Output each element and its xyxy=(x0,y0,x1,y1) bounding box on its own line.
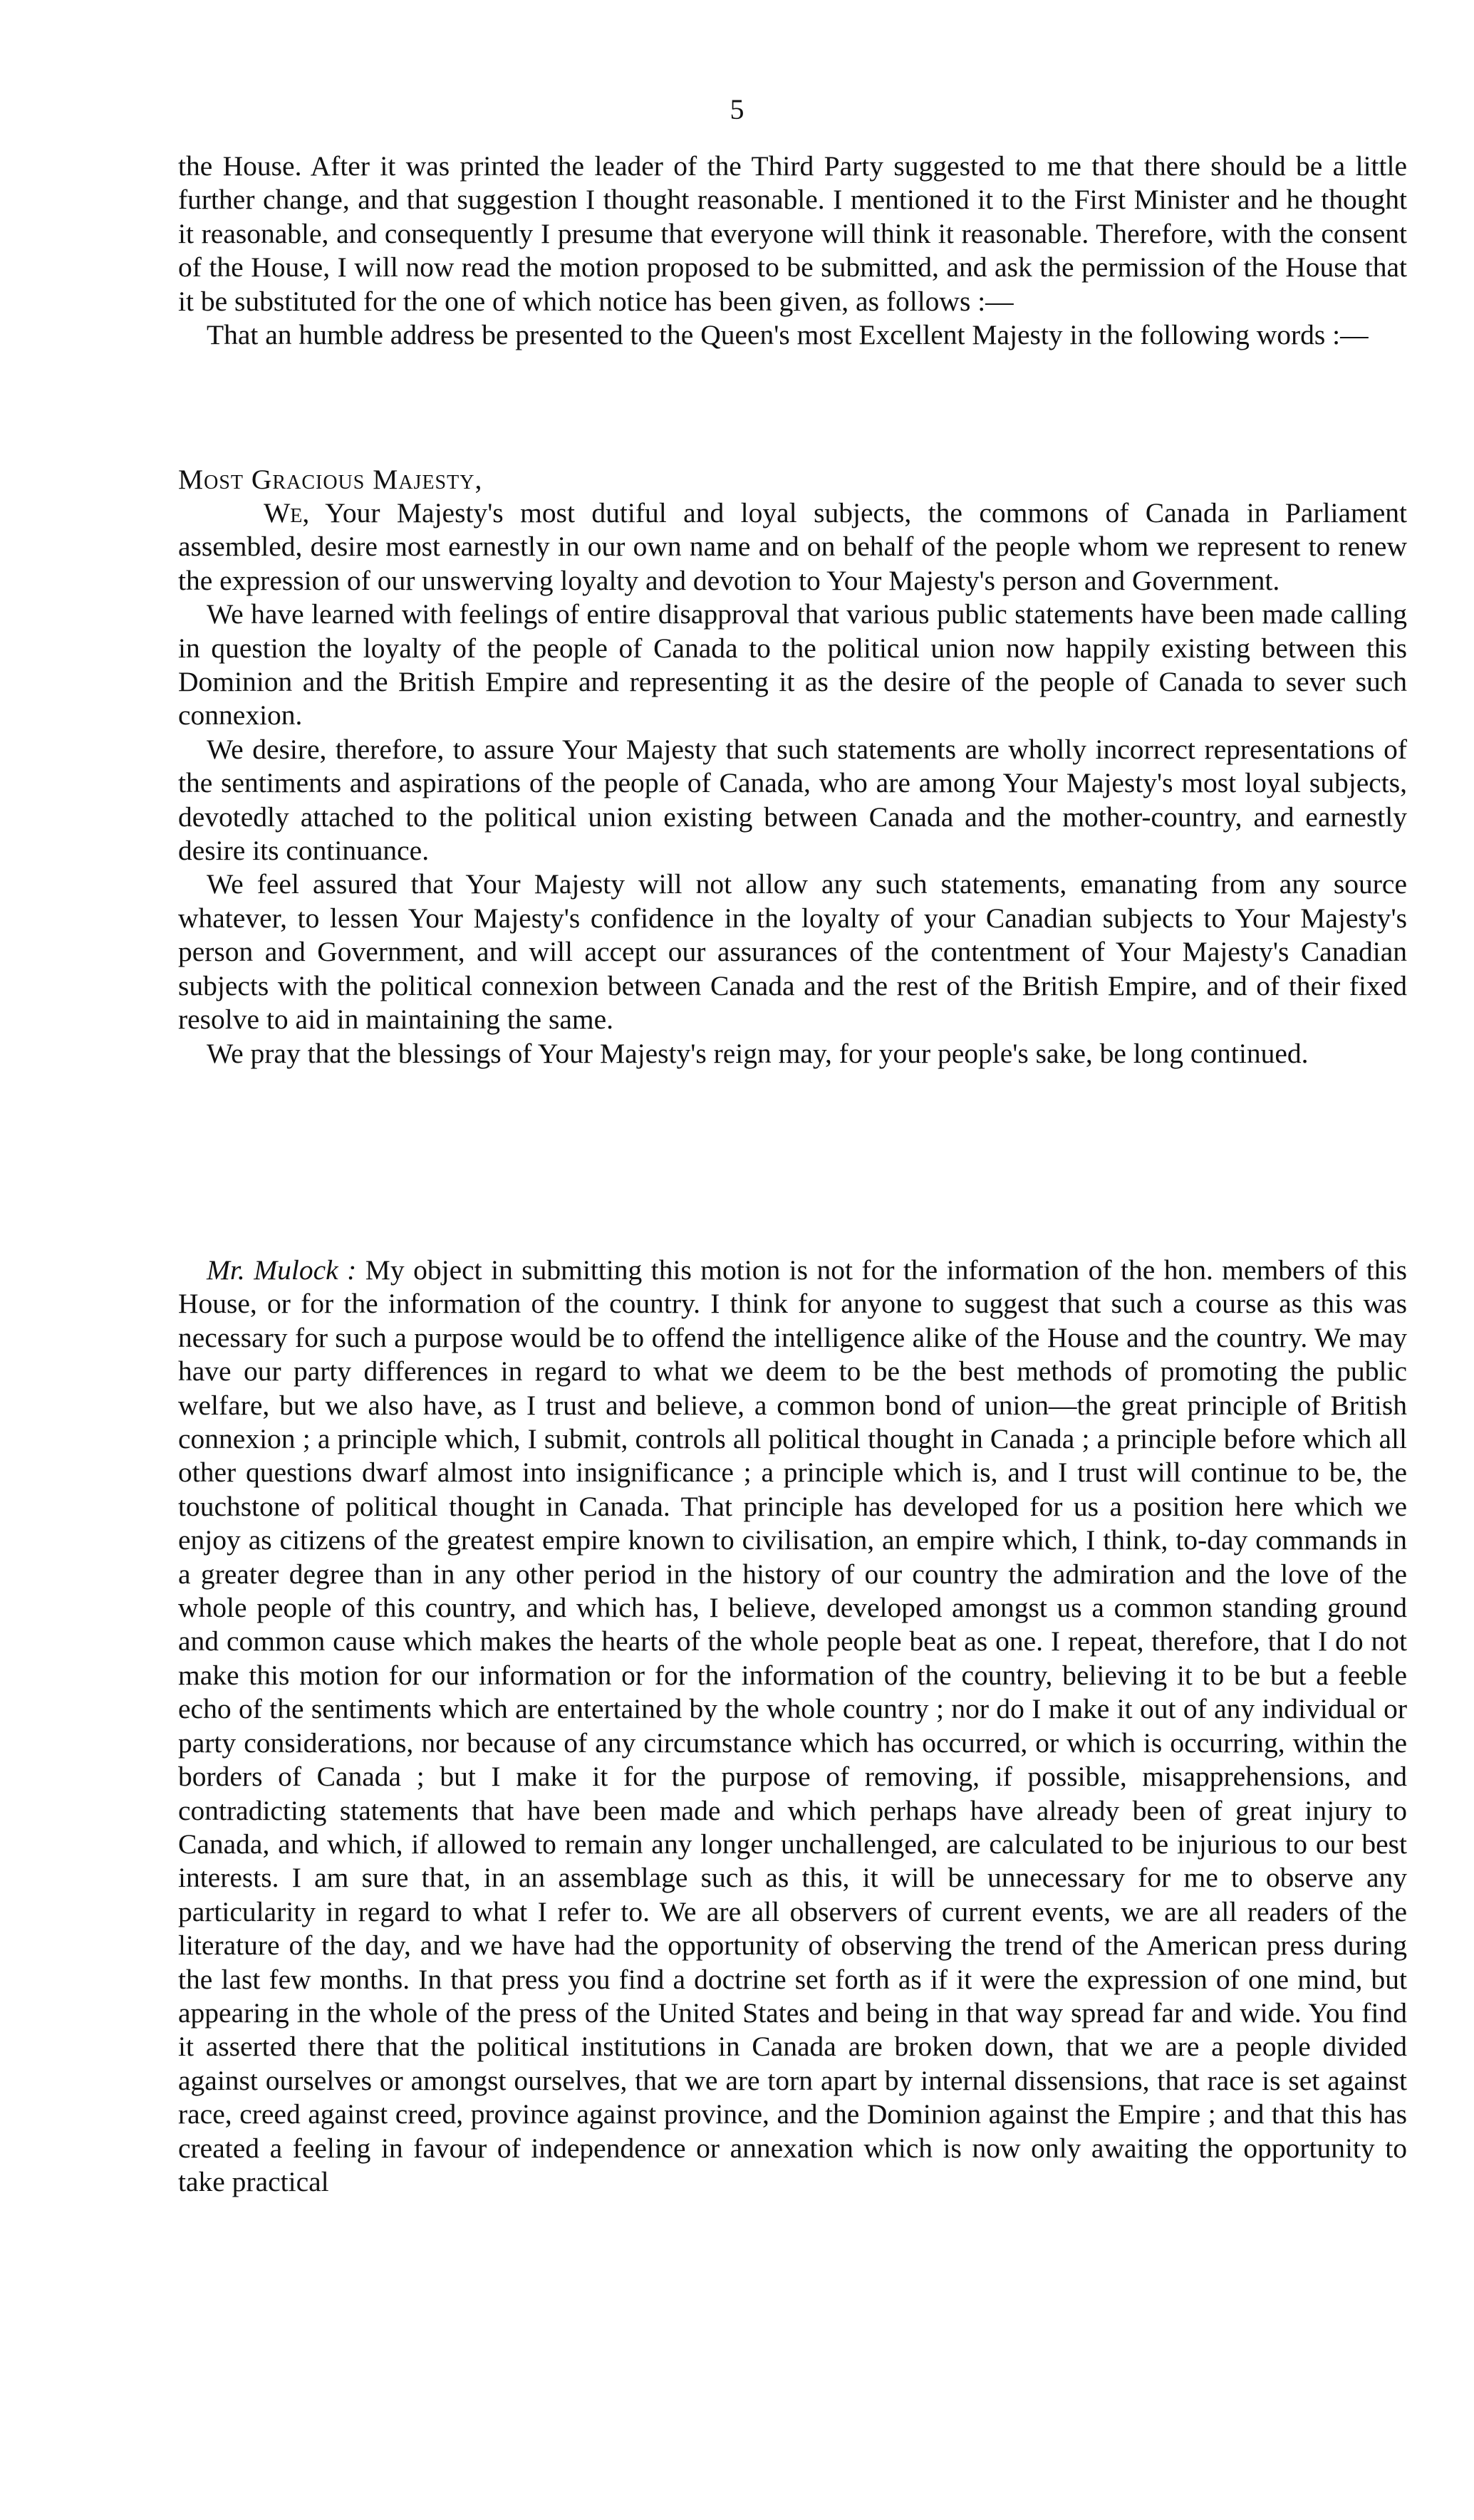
address-paragraph-text: , Your Majesty's most dutiful and loyal subjects, the commons of Canada in Parliament assembled, desire most earnestly in our own name and on behalf of the people whom we represent to renew the expression of our unswerving loyalty and devotion to Your Majesty's person and Government. xyxy=(178,497,1407,596)
address-paragraph: We pray that the blessings of Your Majesty's reign may, for your people's sake, be long continued. xyxy=(207,1037,1309,1069)
address-salutation: Most Gracious Majesty, xyxy=(178,464,483,495)
address-paragraph: We feel assured that Your Majesty will not allow any such statements, emanating from any source whatever, to lessen Your Majesty's confidence in the loyalty of your Canadian subjects to Your Majesty's person and Government, and will accept our assurances of the contentment of Your Majesty's Canadian subjects with the political connexion between Canada and the rest of the British Empire, and of their fixed resolve to aid in maintaining the same. xyxy=(178,868,1407,1036)
motion-paragraph: That an humble address be presented to the Queen's most Excellent Majesty in the following words :— xyxy=(207,319,1369,351)
speaker-name: Mr. Mulock : xyxy=(207,1254,357,1286)
address-paragraph: We have learned with feelings of entire disapproval that various public statements have been made calling in question the loyalty of the people of Canada to the political union now happily existing between this Dominion and the British Empire and representing it as the desire of the people of Canada to sever such connexion. xyxy=(178,598,1407,731)
opening-word: We xyxy=(264,497,303,529)
intro-section xyxy=(178,150,1407,352)
intro-paragraph: the House. After it was printed the leader of the Third Party suggested to me that there should be a little further change, and that suggestion I thought reasonable. I mentioned it to the First Minister and he thought it reasonable, and consequently I presume that everyone will think it reasonable. Therefore, with the consent of the House, I will now read the motion proposed to be submitted, and ask the permission of the House that it be substituted for the one of which notice has been given, as follows :— xyxy=(178,150,1407,317)
address-paragraph: We desire, therefore, to assure Your Majesty that such statements are wholly incorrect representations of the sentiments and aspirations of the people of Canada, who are among Your Majesty's most loyal subjects, devotedly attached to the political union existing between Canada and the mother-country, and earnestly desire its continuance. xyxy=(178,733,1407,867)
salutation-section xyxy=(178,463,1407,496)
speech-paragraph xyxy=(178,1254,1407,2199)
address-paragraph xyxy=(178,496,1407,598)
page-number: 5 xyxy=(730,93,744,125)
address-section xyxy=(178,496,1407,1071)
speech-section xyxy=(178,1254,1407,2199)
speech-text: My object in submitting this motion is not for the information of the hon. members of this House, or for the information of the country. I think for anyone to suggest that such a course as this was necessary for such a purpose would be to offend the intelligence alike of the House and the country. We may have our party differences in regard to what we deem to be the best methods of promoting the public welfare, but we also have, as I trust and believe, a common bond of union—the great principle of British connexion ; a principle which, I submit, controls all political thought in Canada ; a principle before which all other questions dwarf almost into insignificance ; a principle which is, and I trust will continue to be, the touchstone of political thought in Canada. That principle has developed for us a position here which we enjoy as citizens of the greatest empire known to civilisation, an empire which, I think, to-day commands in a greater degree than in any other period in the history of our country the admiration and the love of the whole people of this country, and which has, I believe, developed amongst us a common standing ground and common cause which makes the hearts of the whole people beat as one. I repeat, therefore, that I do not make this motion for our information or for the information of the country, believing it to be but a feeble echo of the sentiments which are entertained by the whole country ; nor do I make it out of any individual or party considerations, nor because of any circumstance which has occurred, or which is occurring, within the borders of Canada ; but I make it for the purpose of removing, if possible, misapprehensions, and contradicting statements that have been made and which perhaps have already been of great injury to Canada, and which, if allowed to remain any longer unchallenged, are calculated to be injurious to our best interests. I am sure that, in an assemblage such as this, it will be unnecessary for me to observe any particularity in regard to what I refer to. We are all observers of current events, we are all readers of the literature of the day, and we have had the opportunity of observing the trend of the American press during the last few months. In that press you find a doctrine set forth as if it were the expression of one mind, but appearing in the whole of the press of the United States and being in that way spread far and wide. You find it asserted there that the political institutions in Canada are broken down, that we are a people divided against ourselves or amongst ourselves, that we are torn apart by internal dissensions, that race is set against race, creed against creed, province against province, and the Dominion against the Empire ; and that this has created a feeling in favour of independence or annexation which is now only awaiting the opportunity to take practical xyxy=(178,1254,1408,2197)
